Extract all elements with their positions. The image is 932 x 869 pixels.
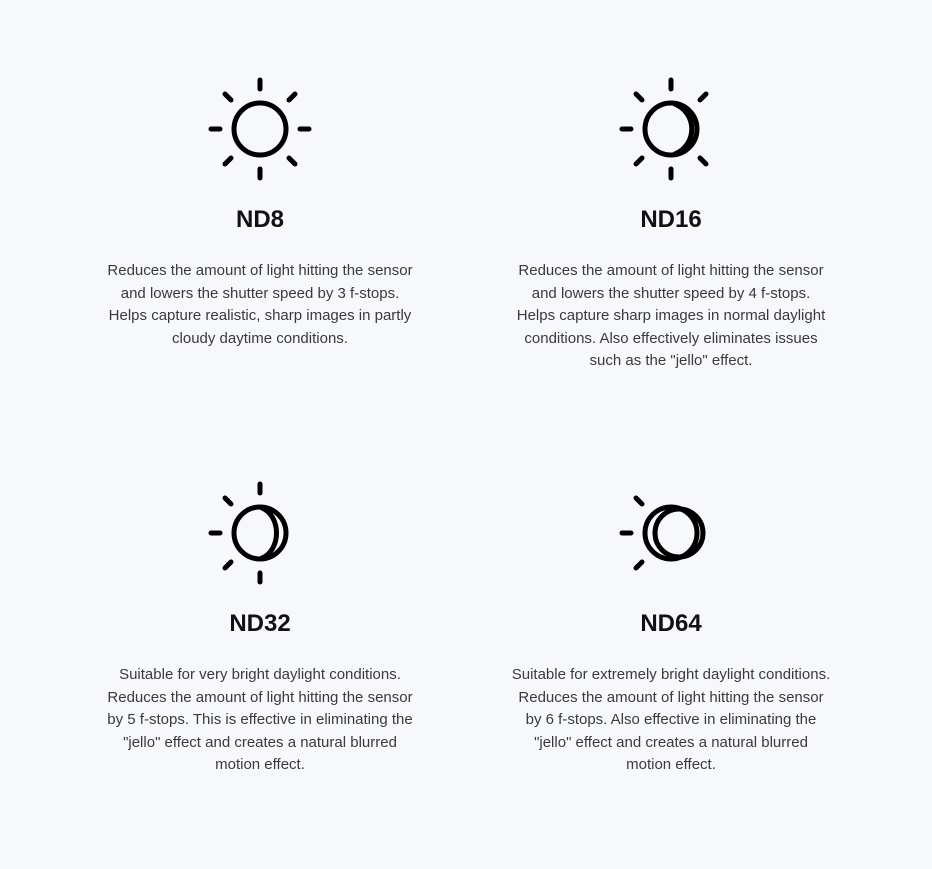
filter-card-nd32 bbox=[90, 478, 430, 777]
filter-card-nd16 bbox=[501, 74, 841, 373]
filter-description: Suitable for extremely bright daylight conditions. Reduces the amount of light hitting the sensor by 6 f-stops. Also effective in eliminating the "jello" effect and creates a natural blurred motion effect. bbox=[511, 666, 831, 774]
filter-card-nd64 bbox=[501, 478, 841, 777]
sun-eclipse-icon bbox=[616, 478, 726, 588]
filter-description: Suitable for very bright daylight conditions. Reduces the amount of light hitting the sensor by 5 f-stops. This is effective in eliminating the "jello" effect and creates a natural blurred motion effect. bbox=[107, 666, 413, 774]
filter-title: ND64 bbox=[640, 610, 702, 637]
sun-partial-icon bbox=[616, 74, 726, 184]
filter-title: ND8 bbox=[235, 206, 284, 233]
sun-icon bbox=[205, 74, 315, 184]
filter-description: Reduces the amount of light hitting the sensor and lowers the shutter speed by 3 f-stops. Helps capture realistic, sharp images in partly cloudy daytime conditions. bbox=[107, 262, 413, 347]
filter-card-nd8 bbox=[90, 74, 430, 350]
filter-description: Reduces the amount of light hitting the sensor and lowers the shutter speed by 4 f-stops. Helps capture sharp images in normal daylight conditions. Also effectively eliminates issues such as the "jello" effect. bbox=[516, 262, 826, 370]
filter-title: ND32 bbox=[229, 610, 291, 637]
filter-title: ND16 bbox=[640, 206, 702, 233]
sun-half-icon bbox=[205, 478, 315, 588]
